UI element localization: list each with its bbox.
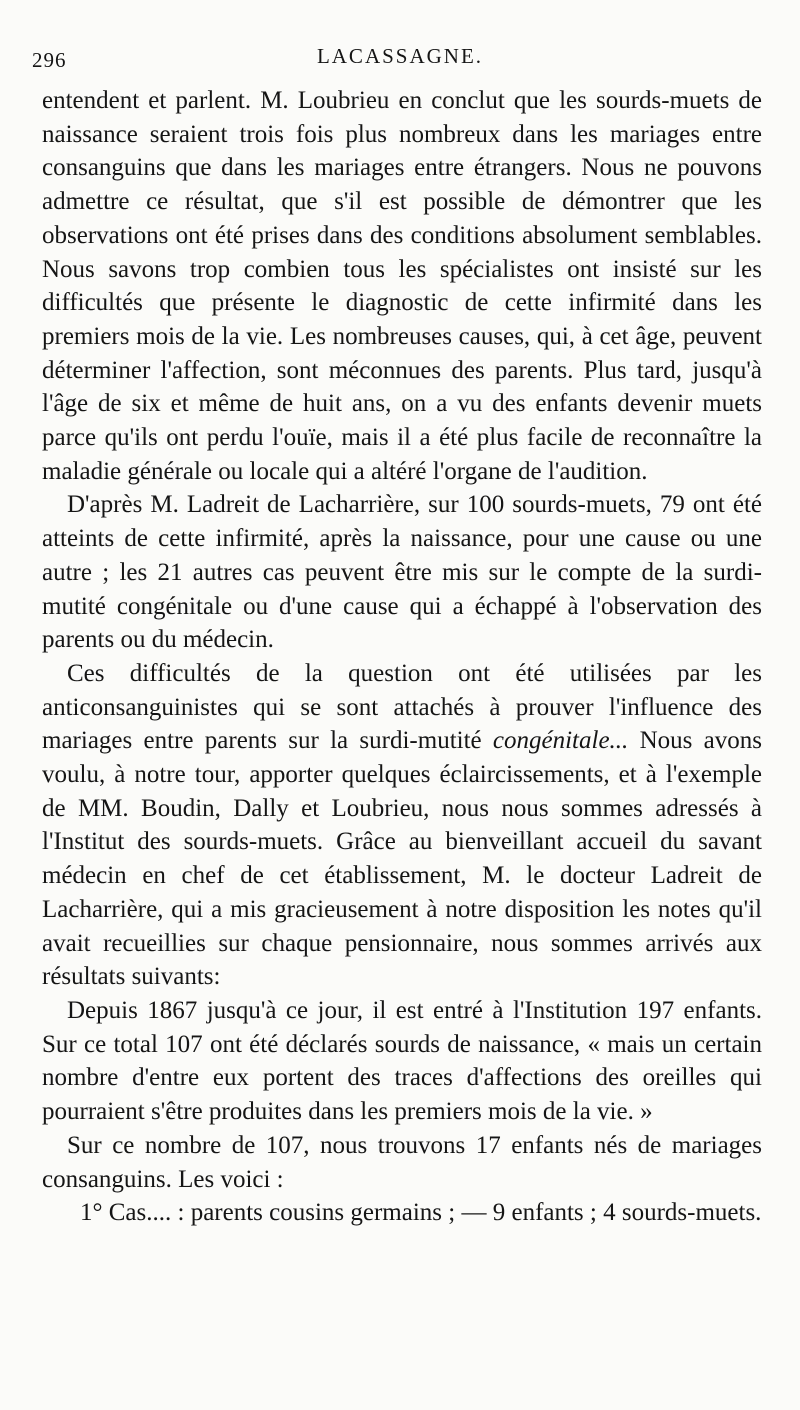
paragraph-3-text-after: Nous avons voulu, à notre tour, apporter quelques éclaircissements, et à l'exemple de MM. Boudin, Dally et Loubrieu, nous nous sommes adressés à l'Institut des sourds-muets. Grâce au bienveillant accueil du savant médecin en chef de cet établissement, M. le docteur Ladreit de Lacharrière, qui a mis gracieusement à notre disposition les notes qu'il avait recueillies sur chaque pensionnaire, nous sommes arrivés aux résultats suivants: bbox=[42, 727, 762, 991]
running-title: LACASSAGNE. bbox=[316, 44, 484, 68]
body-text bbox=[42, 84, 762, 1230]
page-number: 296 bbox=[32, 48, 67, 72]
paragraph-1: entendent et parlent. M. Loubrieu en conclut que les sourds-muets de naissance seraient trois fois plus nombreux dans les mariages entre consanguins que dans les mariages entre étrangers. Nous ne pouvons admettre ce résultat, que s'il est possible de démontrer que les observations ont été prises dans des conditions absolument semblables. Nous savons trop combien tous les spécialistes ont insisté sur les difficultés que présente le diagnostic de cette infirmité dans les premiers mois de la vie. Les nombreuses causes, qui, à cet âge, peuvent déterminer l'affection, sont méconnues des parents. Plus tard, jusqu'à l'âge de six et même de huit ans, on a vu des enfants devenir muets parce qu'ils ont perdu l'ouïe, mais il a été plus facile de reconnaître la maladie générale ou locale qui a altéré l'organe de l'audition. bbox=[42, 87, 762, 485]
paragraph-4: Depuis 1867 jusqu'à ce jour, il est entré à l'Institution 197 enfants. Sur ce total 107 ont été déclarés sourds de naissance, « mais un certain nombre d'entre eux portent des traces d'affections des oreilles qui pourraient s'être produites dans les premiers mois de la vie. » bbox=[42, 996, 762, 1126]
paragraph-3 bbox=[42, 657, 762, 994]
paragraph-3-text-before: Ces difficultés de la question ont été utilisées par les anticonsanguinistes qui se sont attachés à prouver l'influence des mariages entre parents sur la surdi-mutité bbox=[42, 659, 762, 755]
paragraph-5: Sur ce nombre de 107, nous trouvons 17 enfants nés de mariages consanguins. Les voici : bbox=[42, 1131, 762, 1193]
case-item-1: 1° Cas.... : parents cousins germains ; — 9 enfants ; 4 sourds-muets. bbox=[80, 1199, 762, 1227]
paragraph-3-emphasis: congénitale... bbox=[492, 727, 629, 755]
paragraph-2: D'après M. Ladreit de Lacharrière, sur 100 sourds-muets, 79 ont été atteints de cette infirmité, après la naissance, pour une cause ou une autre ; les 21 autres cas peuvent être mis sur le compte de la surdi-mutité congénitale ou d'une cause qui a échappé à l'observation des parents ou du médecin. bbox=[42, 491, 762, 654]
page-header bbox=[30, 38, 770, 78]
